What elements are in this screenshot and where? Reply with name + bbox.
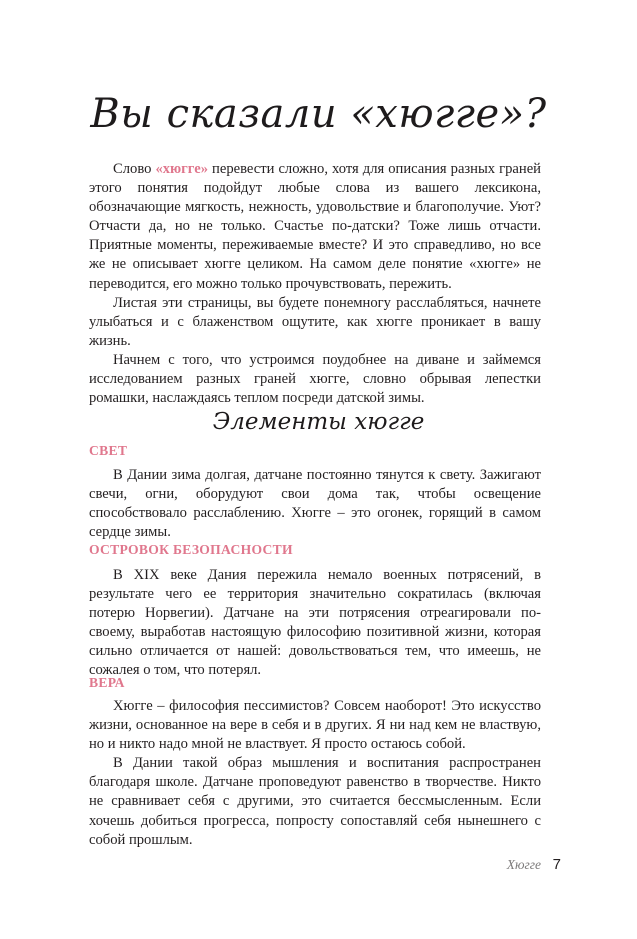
page-number: 7 [552,856,561,873]
page-title: Вы сказали «хюгге»? [90,91,547,137]
section-faith-paragraph-1: Хюгге – философия пессимистов? Совсем наоборот! Это искусство жизни, основанное на вере в себя и в других. Я ни над кем не властвую, но и никто надо мной не властвует. Я просто остаюсь собой. [89,698,541,753]
intro-paragraph-1 [89,160,541,294]
section-light-paragraph: В Дании зима долгая, датчане постоянно тянутся к свету. Зажигают свечи, огни, оборудуют свои дома так, чтобы освещение способствовало расслаблению. Хюгге – это огонек, горящий в самом сердце зимы. [89,467,541,541]
section-heading-light: СВЕТ [89,443,128,458]
running-footer-label: Хюгге [506,857,541,872]
section-safety-island-text [89,566,541,681]
intro-text [89,160,541,408]
section-heading-safety-island: ОСТРОВОК БЕЗОПАСНОСТИ [89,542,293,557]
elements-heading: Элементы хюгге [212,409,425,435]
section-faith-paragraph-2: В Дании такой образ мышления и воспитания распространен благодаря школе. Датчане проповедуют равенство в творчестве. Никто не сравнивает себя с другими, это считается бессмысленным. Если хочешь добиться прогресса, попросту сопоставляй себя нынешнего с собой прошлым. [89,755,541,848]
intro-paragraph-1-rest: перевести сложно, хотя для описания разных граней этого понятия подойдут любые слова из вашего лексикона, обозначающие мягкость, нежность, удовольствие и благополучие. Уют? Отчасти да, но не только. Счастье по-датски? Тоже лишь отчасти. Приятные моменты, переживаемые вместе? И это справедливо, но все же не описывает хюгге целиком. На самом деле понятие «хюгге» не переводится, его можно только прочувствовать, пережить. [89,161,541,292]
highlight-term-hygge: «хюгге» [155,161,209,177]
section-heading-faith: ВЕРА [89,675,125,690]
section-safety-island-paragraph: В XIX веке Дания пережила немало военных потрясений, в результате чего ее территория значительно сократилась (включая потерю Норвегии). Датчане на эти потрясения отреагировали по-своему, выработав настоящую философию позитивной жизни, которая сильно отличается от нашей: довольствоваться тем, что имеешь, не сожалея о том, что потерял. [89,567,541,679]
intro-paragraph-1-start: Слово [113,161,156,177]
intro-paragraph-2: Листая эти страницы, вы будете понемногу расслабляться, начнете улыбаться и с блаженством ощутите, как хюгге проникает в вашу жизнь. [89,294,541,349]
intro-paragraph-3: Начнем с того, что устроимся поудобнее на диване и займемся исследованием разных граней хюгге, словно обрывая лепестки ромашки, наслаждаясь теплом посреди датской зимы. [89,351,541,407]
section-faith-text [89,697,541,850]
section-light-text [89,466,541,542]
